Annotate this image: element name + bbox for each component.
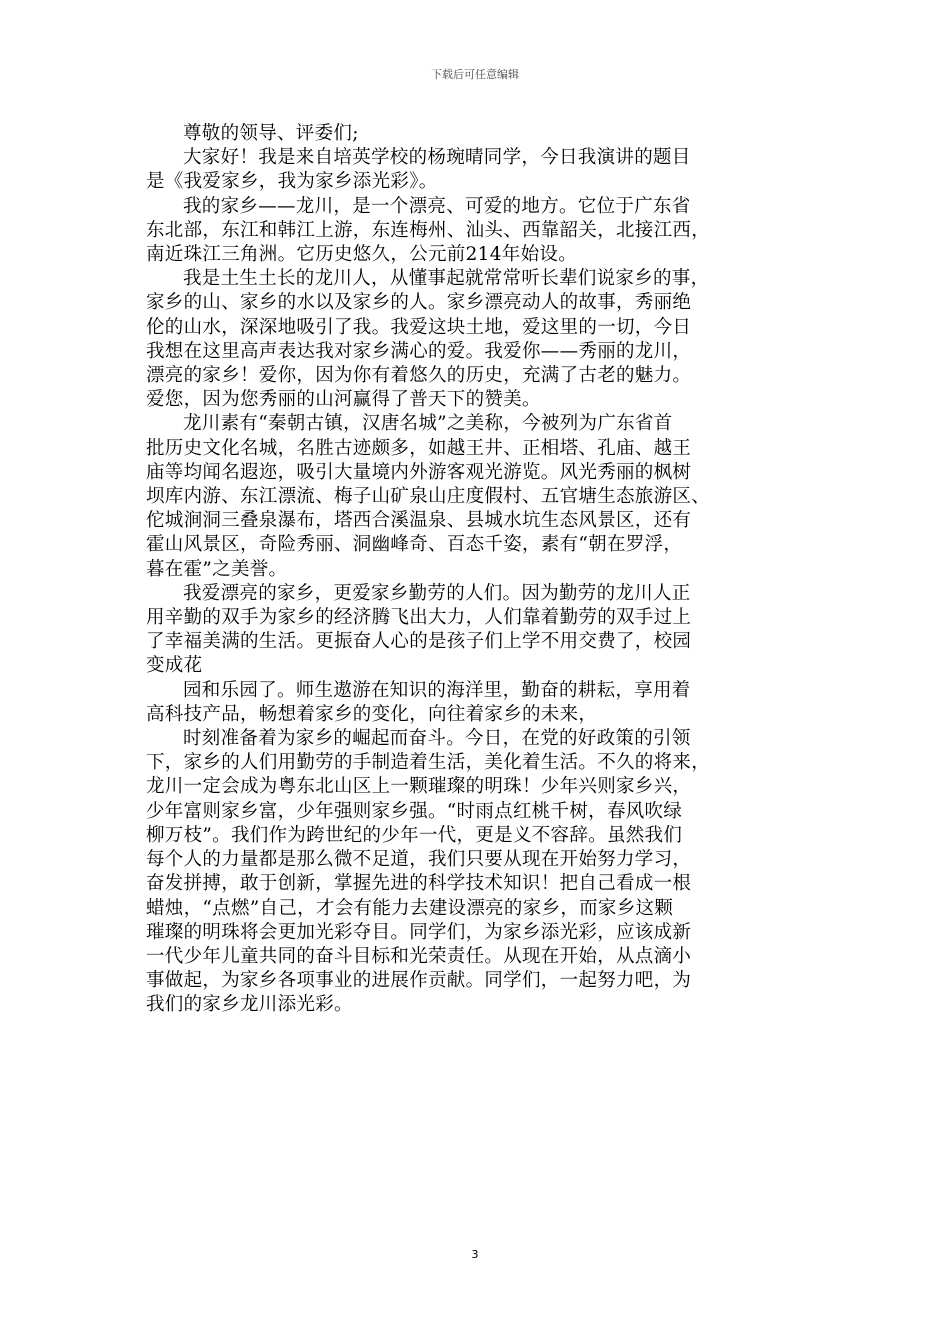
text-line: 璀璨的明珠将会更加光彩夺目。同学们，为家乡添光彩，应该成新 [146, 921, 692, 943]
text-line: 暮在霍”之美誉。 [146, 558, 288, 580]
text-line: 我的家乡——龙川，是一个漂亮、可爱的地方。它位于广东省 [183, 195, 691, 217]
text-line: 是《我爱家乡，我为家乡添光彩》。 [146, 171, 438, 193]
text-line: 我爱漂亮的家乡，更爱家乡勤劳的人们。因为勤劳的龙川人正 [183, 582, 691, 604]
text-line: 蜡烛，“点燃”自己，才会有能力去建设漂亮的家乡，而家乡这颗 [146, 897, 674, 919]
text-line: 伦的山水，深深地吸引了我。我爱这块土地，爱这里的一切，今日 [146, 316, 692, 338]
text-line: 下，家乡的人们用勤劳的手制造着生活，美化着生活。不久的将来， [146, 752, 711, 774]
text-line: 每个人的力量都是那么微不足道，我们只要从现在开始努力学习， [146, 849, 692, 871]
text-line: 漂亮的家乡！爱你，因为你有着悠久的历史，充满了古老的魅力。 [146, 365, 692, 387]
text-line: 佗城涧洞三叠泉瀑布，塔西合溪温泉、县城水坑生态风景区，还有 [146, 510, 692, 532]
text-line: 变成花 [146, 655, 203, 677]
text-line: 庙等均闻名遐迩，吸引大量境内外游客观光游览。风光秀丽的枫树 [146, 461, 692, 483]
text-line: 园和乐园了。师生遨游在知识的海洋里，勤奋的耕耘，享用着 [183, 679, 691, 701]
page-number: 3 [471, 1248, 479, 1261]
page-header: 下载后可任意编辑 [431, 68, 519, 81]
text-line: 一代少年儿童共同的奋斗目标和光荣责任。从现在开始，从点滴小 [146, 945, 692, 967]
text-line: 大家好！我是来自培英学校的杨琬晴同学，今日我演讲的题目 [183, 147, 691, 169]
text-line: 事做起，为家乡各项事业的进展作贡献。同学们，一起努力吧，为 [146, 970, 692, 992]
text-line: 我是土生土长的龙川人，从懂事起就常常听长辈们说家乡的事， [183, 268, 710, 290]
text-line: 坝库内游、东江漂流、梅子山矿泉山庄度假村、五官塘生态旅游区、 [146, 486, 711, 508]
text-line: 我想在这里高声表达我对家乡满心的爱。我爱你——秀丽的龙川， [146, 340, 692, 362]
text-line: 龙川素有“秦朝古镇，汉唐名城”之美称，今被列为广东省首 [183, 413, 673, 435]
text-line: 用辛勤的双手为家乡的经济腾飞出大力，人们靠着勤劳的双手过上 [146, 607, 692, 629]
text-line: 爱您，因为您秀丽的山河赢得了普天下的赞美。 [146, 389, 541, 411]
text-line: 我们的家乡龙川添光彩。 [146, 994, 353, 1016]
text-line: 少年富则家乡富，少年强则家乡强。“时雨点红桃千树，春风吹绿 [146, 800, 683, 822]
text-line: 尊敬的领导、评委们; [183, 123, 359, 144]
text-line: 南近珠江三角洲。它历史悠久，公元前214年始设。 [146, 244, 578, 266]
text-line: 霍山风景区，奇险秀丽、洞幽峰奇、百态千姿，素有“朝在罗浮， [146, 534, 683, 556]
speech-body [146, 122, 804, 1018]
text-line: 东北部，东江和韩江上游，东连梅州、汕头、西靠韶关，北接江西， [146, 219, 711, 241]
text-line: 奋发拼搏，敢于创新，掌握先进的科学技术知识！把自己看成一根 [146, 873, 692, 895]
text-line: 家乡的山、家乡的水以及家乡的人。家乡漂亮动人的故事，秀丽绝 [146, 292, 692, 314]
text-line: 了幸福美满的生活。更振奋人心的是孩子们上学不用交费了，校园 [146, 631, 692, 653]
text-line: 批历史文化名城，名胜古迹颇多，如越王井、正相塔、孔庙、越王 [146, 437, 692, 459]
text-line: 时刻准备着为家乡的崛起而奋斗。今日，在党的好政策的引领 [183, 728, 691, 750]
text-line: 高科技产品，畅想着家乡的变化，向往着家乡的未来， [146, 703, 598, 725]
text-line: 柳万枝”。我们作为跨世纪的少年一代，更是义不容辞。虽然我们 [146, 824, 683, 846]
text-line: 龙川一定会成为粤东北山区上一颗璀璨的明珠！少年兴则家乡兴， [146, 776, 692, 798]
